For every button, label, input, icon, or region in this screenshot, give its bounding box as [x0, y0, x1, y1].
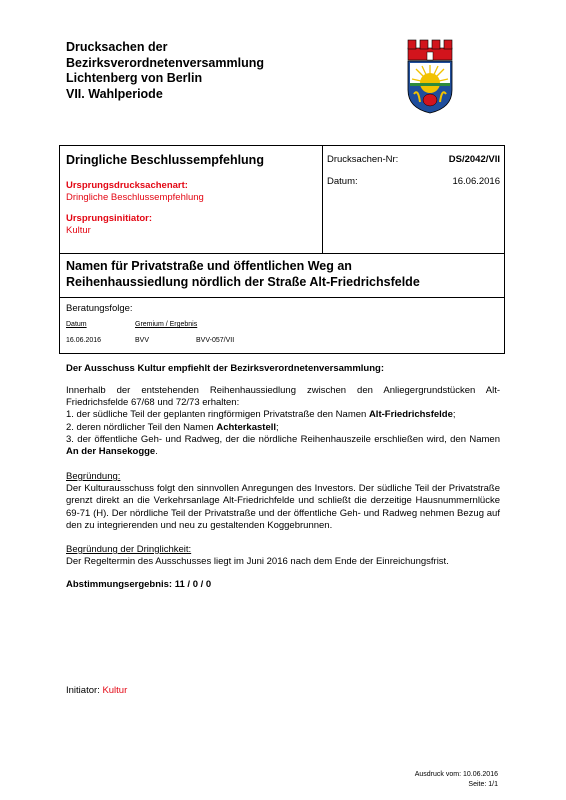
initiator-value: Kultur	[102, 685, 128, 696]
item-3	[66, 434, 500, 458]
item-2-name: Achterkastell	[216, 421, 277, 433]
ds-number-label: Drucksachen-Nr:	[327, 154, 399, 165]
row-date: 16.06.2016	[66, 337, 102, 344]
header-line-4: VII. Wahlperiode	[66, 86, 163, 101]
date-label: Datum:	[327, 176, 358, 187]
header-line-3: Lichtenberg von Berlin	[66, 71, 203, 85]
recommendation-text	[66, 385, 500, 458]
item-3-text: 3. der öffentliche Geh- und Radweg, der die nördliche Reihenhauszeile erschließen wird, den Namen	[66, 433, 500, 445]
item-2-punct: ;	[276, 421, 279, 433]
box-divider-1	[60, 253, 504, 254]
item-3-punct: .	[155, 446, 158, 458]
dringlichkeit-label: Begründung der Dringlichkeit:	[66, 544, 192, 555]
row-ergebnis: BVV-057/VII	[196, 337, 235, 344]
document-type-title: Dringliche Beschlussempfehlung	[66, 153, 264, 167]
print-date: Ausdruck vom: 10.06.2016	[414, 771, 498, 778]
begruendung-text: Der Kulturausschuss folgt den sinnvollen Anregungen des Investors. Der südliche Teil der Privatstraße grenzt direkt an die Verkehrsanlage Alt-Friedrichfelde und schließt die derzeitige Hausnummernlücke 69-71 (H). Der nördliche Teil der Privatstraße und der öffentliche Geh- und Radweg nehmen Bezug auf den zu integrierenden und neu zu gestaltenden Koggebrunnen.	[66, 483, 500, 531]
header-line-1: Drucksachen der	[66, 40, 168, 54]
box-divider-2	[60, 297, 504, 298]
item-2-text: 2. deren nördlicher Teil den Namen	[66, 421, 217, 433]
page-footer	[415, 770, 498, 789]
item-3-name: An der Hansekogge	[66, 446, 156, 458]
recommendation-heading: Der Ausschuss Kultur empfiehlt der Bezirksverordnetenversammlung:	[66, 363, 384, 374]
item-2	[66, 422, 500, 434]
ds-number-value: DS/2042/VII	[448, 154, 500, 165]
begruendung-section	[66, 471, 500, 532]
origin-type-label: Ursprungsdrucksachenart:	[66, 180, 188, 191]
box-column-divider	[322, 146, 323, 253]
document-header	[66, 40, 264, 102]
lichtenberg-coat-of-arms-icon	[404, 38, 456, 114]
item-1	[66, 409, 500, 421]
column-header-gremium: Gremium / Ergebnis	[135, 321, 198, 328]
beratungsfolge-label: Beratungsfolge:	[66, 303, 133, 314]
origin-initiator-label: Ursprungsinitiator:	[66, 213, 153, 224]
intro-paragraph: Innerhalb der entstehenden Reihenhaussiedlung zwischen den Anliegergrundstücken Alt-Friedrichsfelde 67/68 und 72/73 erhalten:	[66, 385, 500, 409]
page-number: Seite: 1/1	[468, 780, 498, 788]
dringlichkeit-section	[66, 544, 500, 568]
vote-result: Abstimmungsergebnis: 11 / 0 / 0	[66, 579, 212, 590]
header-line-2: Bezirksverordnetenversammlung	[66, 55, 264, 70]
subject-title	[66, 259, 420, 290]
initiator-label: Initiator:	[66, 685, 103, 696]
column-header-datum: Datum	[66, 321, 87, 328]
item-1-punct: ;	[452, 409, 456, 421]
initiator-line	[66, 685, 500, 697]
begruendung-label: Begründung:	[66, 471, 121, 482]
dringlichkeit-text: Der Regeltermin des Ausschusses liegt im Juni 2016 nach dem Ende der Einreichungsfrist.	[66, 556, 449, 568]
origin-type-value: Dringliche Beschlussempfehlung	[66, 192, 204, 203]
item-1-text: 1. der südliche Teil der geplanten ringförmigen Privatstraße den Namen	[66, 409, 369, 421]
date-value: 16.06.2016	[452, 176, 500, 187]
subject-line-1: Namen für Privatstraße und öffentlichen Weg an	[66, 259, 352, 273]
origin-initiator-value: Kultur	[66, 225, 91, 236]
document-info-box	[59, 145, 505, 354]
item-1-name: Alt-Friedrichsfelde	[368, 409, 453, 421]
row-gremium: BVV	[135, 337, 150, 344]
subject-line-2: Reihenhaussiedlung nördlich der Straße Alt-Friedrichsfelde	[66, 274, 420, 289]
